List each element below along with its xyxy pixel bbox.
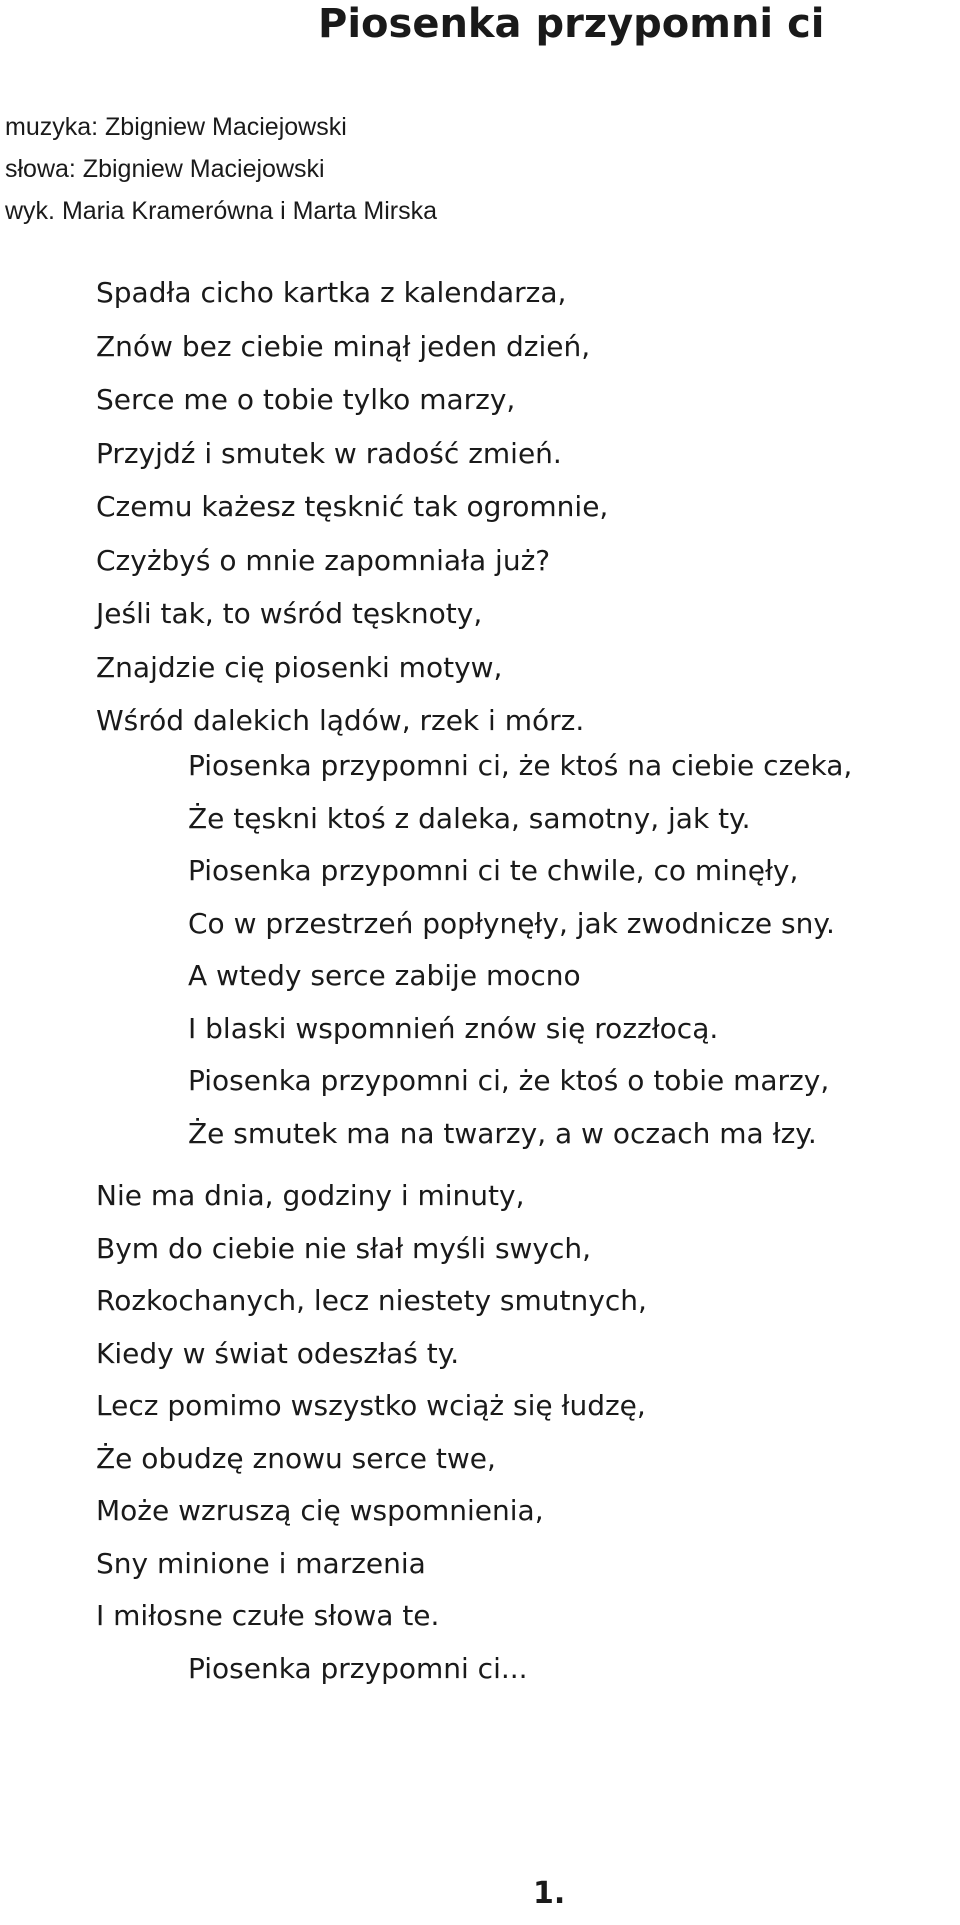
verse-2 [96, 1170, 647, 1643]
credit-performers: wyk. Maria Kramerówna i Marta Mirska [5, 197, 438, 225]
lyric-line: Piosenka przypomni ci, że ktoś na ciebie czeka, [188, 749, 853, 782]
lyric-line: Piosenka przypomni ci... [188, 1652, 528, 1685]
lyric-line: Przyjdź i smutek w radość zmień. [96, 436, 562, 470]
lyric-line: Rozkochanych, lecz niestety smutnych, [96, 1284, 647, 1317]
lyric-line: Znajdzie cię piosenki motyw, [96, 650, 503, 684]
credit-music: muzyka: Zbigniew Maciejowski [5, 113, 347, 141]
lyric-line: Co w przestrzeń popłynęły, jak zwodnicze sny. [188, 906, 835, 940]
lyric-line: Sny minione i marzenia [96, 1546, 426, 1580]
lyric-line: Może wzruszą cię wspomnienia, [96, 1494, 544, 1527]
lyric-line: Kiedy w świat odeszłaś ty. [96, 1336, 460, 1370]
lyric-line: I blaski wspomnień znów się rozzłocą. [188, 1011, 719, 1045]
lyric-line: Wśród dalekich lądów, rzek i mórz. [96, 704, 585, 737]
lyric-line: Lecz pomimo wszystko wciąż się łudzę, [96, 1389, 646, 1422]
lyric-line: Piosenka przypomni ci te chwile, co minęły, [188, 854, 799, 887]
credits [5, 106, 437, 232]
lyric-line: Że smutek ma na twarzy, a w oczach ma łzy. [188, 1116, 817, 1150]
song-title: Piosenka przypomni ci [318, 1, 825, 47]
lyric-line: Że tęskni ktoś z daleka, samotny, jak ty. [188, 801, 751, 835]
lyric-line: Nie ma dnia, godziny i minuty, [96, 1179, 525, 1212]
lyric-line: Że obudzę znowu serce twe, [96, 1441, 496, 1475]
chorus-1 [188, 740, 852, 1160]
verse-1 [96, 266, 608, 748]
lyric-line: Czyżbyś o mnie zapomniała już? [96, 543, 551, 577]
lyric-line: Serce me o tobie tylko marzy, [96, 383, 516, 416]
credit-lyrics: słowa: Zbigniew Maciejowski [5, 155, 325, 183]
lyric-line: Bym do ciebie nie słał myśli swych, [96, 1231, 592, 1265]
page-number: 1. [533, 1876, 566, 1911]
lyric-line: Piosenka przypomni ci, że ktoś o tobie marzy, [188, 1064, 830, 1097]
lyric-line: I miłosne czułe słowa te. [96, 1599, 440, 1632]
lyric-line: A wtedy serce zabije mocno [188, 959, 581, 992]
chorus-2 [188, 1643, 528, 1696]
lyric-line: Czemu każesz tęsknić tak ogromnie, [96, 490, 609, 523]
lyric-line: Spadła cicho kartka z kalendarza, [96, 276, 567, 309]
lyric-line: Jeśli tak, to wśród tęsknoty, [96, 597, 483, 630]
lyric-line: Znów bez ciebie minął jeden dzień, [96, 329, 591, 363]
